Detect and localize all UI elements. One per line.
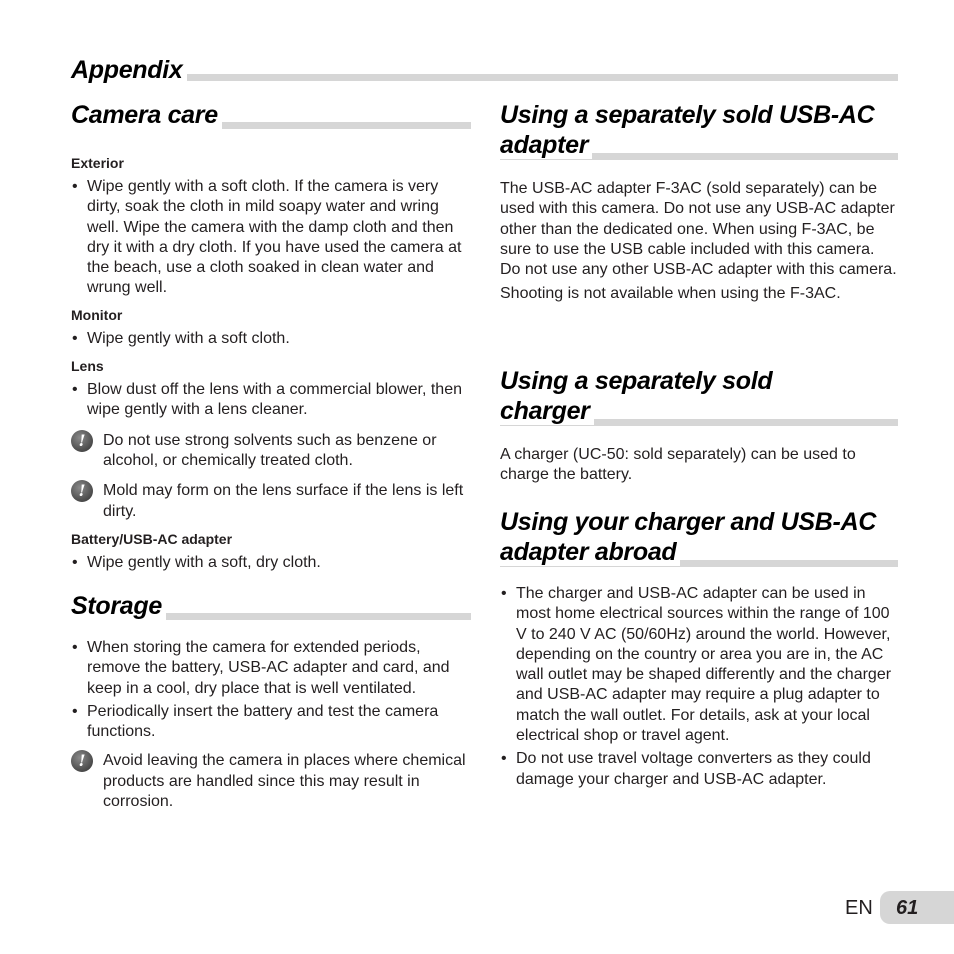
abroad-heading bbox=[500, 507, 898, 567]
abroad-body bbox=[500, 584, 898, 790]
monitor-heading: Monitor bbox=[71, 306, 123, 323]
charger-title-line1: Using a separately sold bbox=[500, 367, 776, 395]
abroad-bullet-1: • The charger and USB-AC adapter can be used in most home electrical sources within the range of 100 V to 240 V AC (50/60Hz) around the world. However, depending on the country or area you are in, the AC wall outlet may be shaped differently and the charger and USB-AC adapter may require a plug adapter to match the wall outlet. For details, ask at your local electrical shop or travel agent. bbox=[500, 584, 898, 746]
lens-note-1-text: Do not use strong solvents such as benzene or alcohol, or chemically treated cloth. bbox=[103, 431, 437, 469]
usb-ac-body bbox=[500, 179, 898, 305]
camera-care-heading bbox=[71, 100, 471, 129]
battery-text: • Wipe gently with a soft, dry cloth. bbox=[71, 553, 471, 573]
storage-bullet-2: • Periodically insert the battery and test the camera functions. bbox=[71, 702, 471, 743]
lens-note-2-text: Mold may form on the lens surface if the lens is left dirty. bbox=[103, 482, 464, 520]
abroad-bullet-2: • Do not use travel voltage converters as they could damage your charger and USB-AC adapter. bbox=[500, 749, 898, 790]
charger-body bbox=[500, 445, 898, 486]
appendix-title: Appendix bbox=[71, 56, 187, 84]
abroad-title-line2: adapter abroad bbox=[500, 538, 680, 566]
camera-care-title: Camera care bbox=[71, 101, 222, 129]
page-number-tab bbox=[880, 891, 954, 924]
charger-title-line2: charger bbox=[500, 397, 594, 425]
exterior-text: • Wipe gently with a soft cloth. If the camera is very dirty, soak the cloth in mild soapy water and wring well. Wipe the camera with the damp cloth and then dry it with a dry cloth. If you have used the camera at the beach, use a cloth soaked in clean water and wrung well. bbox=[71, 177, 471, 299]
usb-ac-para-1: The USB-AC adapter F-3AC (sold separately) can be used with this camera. Do not use any USB-AC adapter other than the dedicated one. When using F-3AC, be sure to use the USB cable included with this camera. bbox=[500, 180, 895, 258]
lens-note-1 bbox=[71, 431, 471, 472]
storage-title: Storage bbox=[71, 592, 166, 620]
usb-ac-para-3: Shooting is not available when using the F-3AC. bbox=[500, 285, 841, 303]
battery-heading: Battery/USB-AC adapter bbox=[71, 530, 233, 547]
storage-note-text: Avoid leaving the camera in places where chemical products are handled since this may result in corrosion. bbox=[103, 752, 466, 811]
usb-ac-title-line1: Using a separately sold USB-AC bbox=[500, 101, 878, 129]
storage-note bbox=[71, 751, 471, 812]
language-label: EN bbox=[845, 897, 873, 919]
monitor-text: • Wipe gently with a soft cloth. bbox=[71, 329, 471, 349]
charger-para: A charger (UC-50: sold separately) can be used to charge the battery. bbox=[500, 446, 856, 484]
lens-text: • Blow dust off the lens with a commercial blower, then wipe gently with a lens cleaner. bbox=[71, 380, 471, 421]
lens-note-2 bbox=[71, 481, 471, 522]
caution-icon: ! bbox=[71, 430, 93, 452]
camera-care-body bbox=[71, 154, 471, 573]
storage-bullet-1: • When storing the camera for extended periods, remove the battery, USB-AC adapter and card, and keep in a cool, dry place that is well ventilated. bbox=[71, 638, 471, 699]
abroad-title-line1: Using your charger and USB-AC bbox=[500, 508, 880, 536]
storage-heading bbox=[71, 591, 471, 620]
usb-ac-para-2: Do not use any other USB-AC adapter with this camera. bbox=[500, 261, 897, 279]
caution-icon: ! bbox=[71, 750, 93, 772]
usb-ac-title-line2: adapter bbox=[500, 131, 592, 159]
usb-ac-heading bbox=[500, 100, 898, 160]
page-number: 61 bbox=[896, 897, 919, 919]
exterior-heading: Exterior bbox=[71, 155, 124, 171]
storage-body bbox=[71, 638, 471, 812]
caution-icon: ! bbox=[71, 480, 93, 502]
charger-heading bbox=[500, 366, 898, 426]
appendix-heading bbox=[71, 56, 898, 84]
lens-heading: Lens bbox=[71, 358, 104, 375]
